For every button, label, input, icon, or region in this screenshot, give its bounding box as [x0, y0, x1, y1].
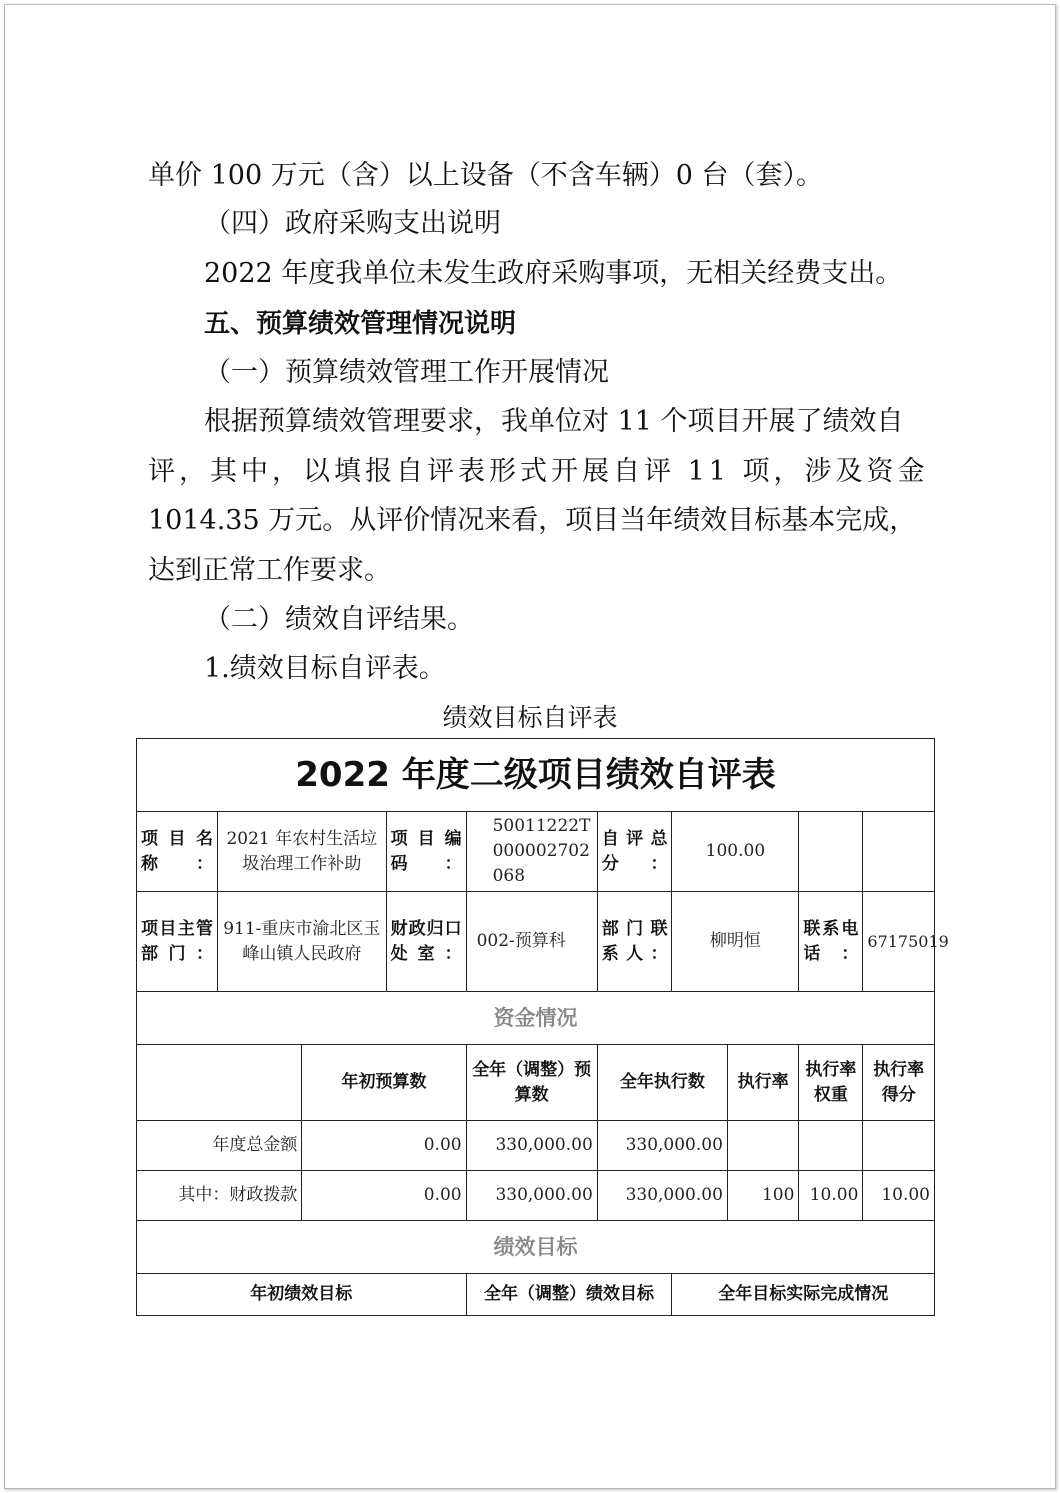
contact-label: 部门联系人：	[597, 892, 672, 992]
funds-header-executed: 全年执行数	[597, 1045, 727, 1121]
empty-cell	[863, 812, 935, 892]
funds-row-label: 其中：财政拨款	[137, 1171, 302, 1221]
dept: 911-重庆市渝北区玉峰山镇人民政府	[218, 892, 387, 992]
empty-cell	[137, 1045, 302, 1121]
paragraph-performance-line1: 根据预算绩效管理要求，我单位对 11 个项目开展了绩效自	[204, 406, 904, 437]
finance-office: 002-预算科	[466, 892, 597, 992]
paragraph-procurement: 2022 年度我单位未发生政府采购事项，无相关经费支出。	[204, 258, 903, 289]
empty-cell	[799, 812, 863, 892]
paragraph-equipment: 单价 100 万元（含）以上设备（不含车辆）0 台（套）。	[148, 160, 823, 191]
heading-self-eval-table: 1.绩效目标自评表。	[204, 653, 446, 684]
heading-performance: 五、预算绩效管理情况说明	[204, 309, 517, 339]
table-title: 2022 年度二级项目绩效自评表	[137, 739, 935, 812]
funds-row-label: 年度总金额	[137, 1121, 302, 1171]
funds-rate	[727, 1121, 798, 1171]
funds-header-rate: 执行率	[727, 1045, 798, 1121]
funds-executed: 330,000.00	[597, 1121, 727, 1171]
finance-office-label: 财政归口处室：	[386, 892, 466, 992]
heading-self-eval: （二）绩效自评结果。	[204, 604, 474, 635]
phone-label: 联系电话：	[799, 892, 863, 992]
paragraph-performance-line2: 评，其中，以填报自评表形式开展自评 11 项，涉及资金	[148, 456, 929, 487]
funds-header-adjusted: 全年（调整）预算数	[466, 1045, 597, 1121]
project-code: 50011222T000002702068	[466, 812, 597, 892]
project-name-label: 项目名称：	[137, 812, 218, 892]
funds-rate: 100	[727, 1171, 798, 1221]
paragraph-performance-line3: 1014.35 万元。从评价情况来看，项目当年绩效目标基本完成，	[148, 505, 917, 536]
funds-score: 10.00	[863, 1171, 935, 1221]
table-row	[137, 1171, 935, 1221]
self-score-label: 自评总分：	[597, 812, 672, 892]
funds-score	[863, 1121, 935, 1171]
self-score: 100.00	[672, 812, 799, 892]
funds-header-weight: 执行率权重	[799, 1045, 863, 1121]
goals-header-initial: 年初绩效目标	[137, 1274, 467, 1316]
project-name: 2021 年农村生活垃圾治理工作补助	[218, 812, 387, 892]
funds-initial: 0.00	[302, 1171, 466, 1221]
table-caption: 绩效目标自评表	[442, 703, 618, 732]
heading-procurement: （四）政府采购支出说明	[204, 208, 501, 239]
funds-header-score: 执行率得分	[863, 1045, 935, 1121]
table-row	[137, 1121, 935, 1171]
funds-section-header: 资金情况	[137, 992, 935, 1045]
funds-adjusted: 330,000.00	[466, 1171, 597, 1221]
goals-section-header: 绩效目标	[137, 1221, 935, 1274]
contact: 柳明恒	[672, 892, 799, 992]
goals-header-actual: 全年目标实际完成情况	[672, 1274, 935, 1316]
funds-weight: 10.00	[799, 1171, 863, 1221]
funds-executed: 330,000.00	[597, 1171, 727, 1221]
funds-weight	[799, 1121, 863, 1171]
goals-header-adjusted: 全年（调整）绩效目标	[466, 1274, 672, 1316]
funds-initial: 0.00	[302, 1121, 466, 1171]
heading-performance-work: （一）预算绩效管理工作开展情况	[204, 357, 609, 388]
funds-header-initial: 年初预算数	[302, 1045, 466, 1121]
self-eval-table	[136, 738, 949, 1316]
paragraph-performance-line4: 达到正常工作要求。	[148, 555, 391, 586]
project-code-label: 项目编码：	[386, 812, 466, 892]
funds-adjusted: 330,000.00	[466, 1121, 597, 1171]
phone: 67175019	[863, 892, 935, 992]
dept-label: 项目主管部门：	[137, 892, 218, 992]
